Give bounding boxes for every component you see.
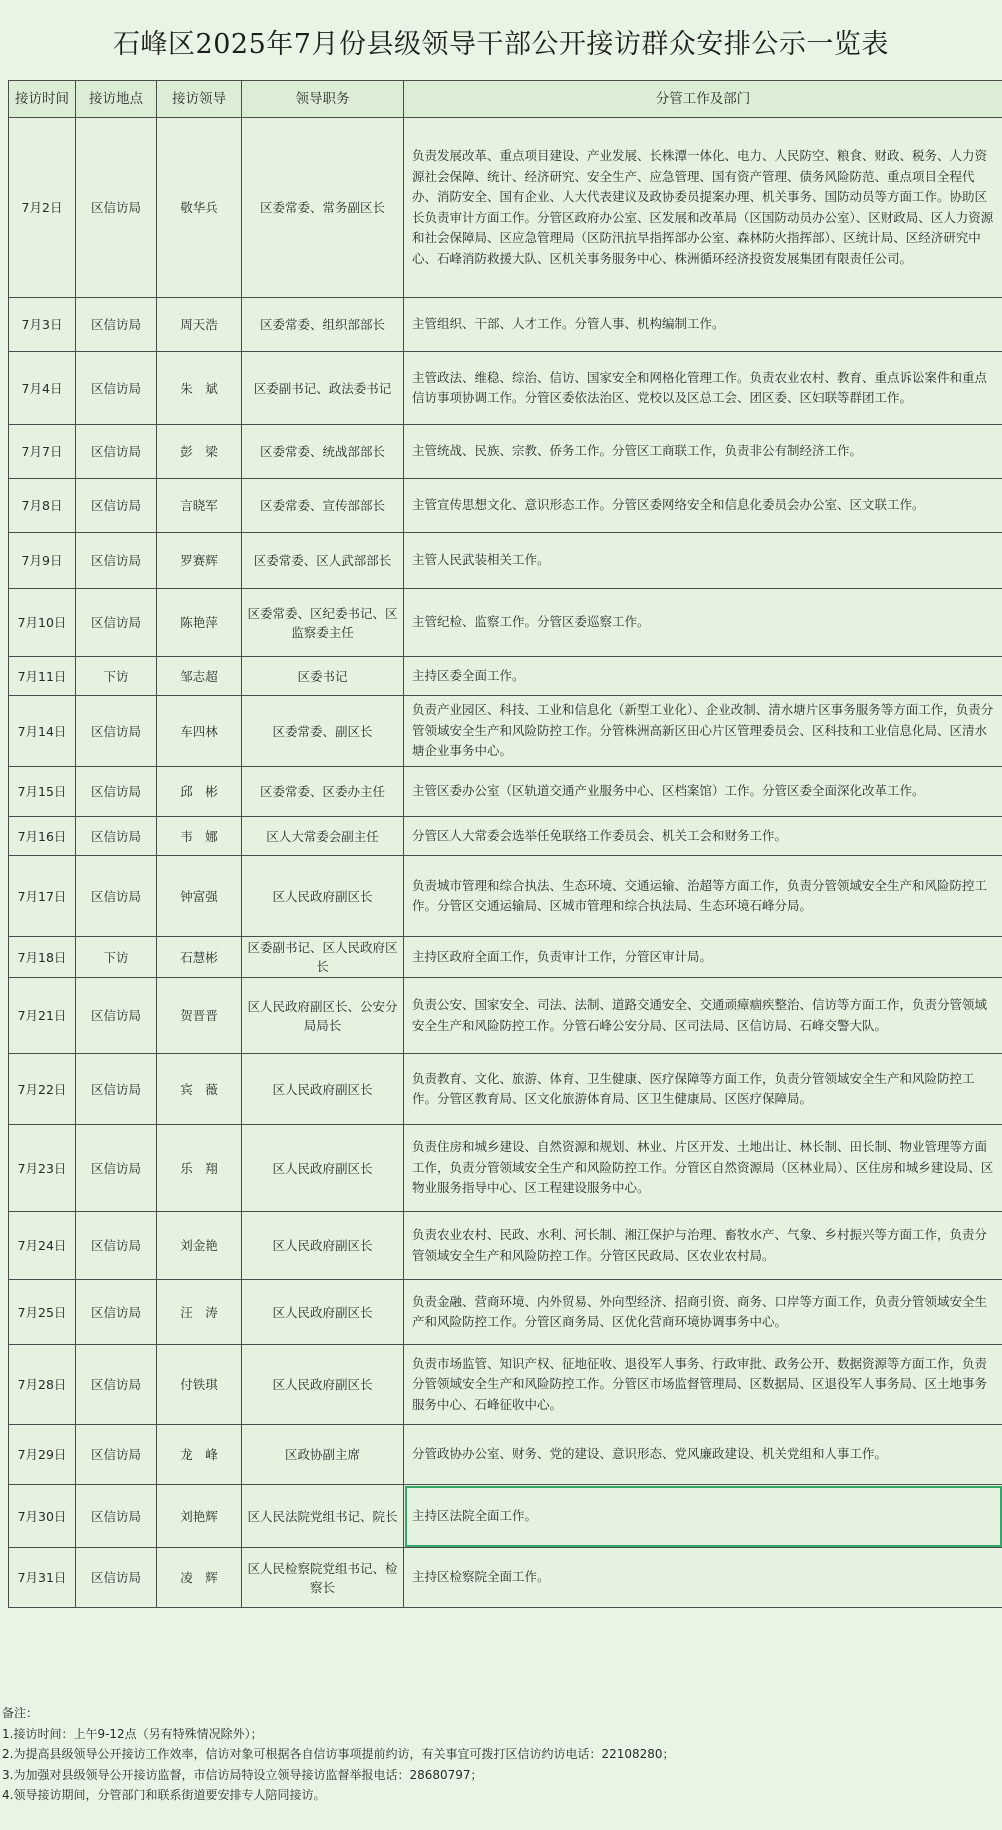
- cell-post: 区委常委、统战部部长: [242, 425, 404, 479]
- cell-date: 7月2日: [9, 118, 76, 298]
- cell-leader: 罗赛辉: [157, 533, 242, 589]
- cell-place: 区信访局: [76, 589, 157, 657]
- cell-leader: 车四林: [157, 696, 242, 767]
- note-item: 3.为加强对县级领导公开接访监督，市信访局特设立领导接访监督举报电话：28680797；: [2, 1767, 483, 1782]
- note-item: 1.接访时间：上午9-12点（另有特殊情况除外）；: [2, 1726, 263, 1741]
- cell-leader: 贺晋晋: [157, 978, 242, 1054]
- cell-date: 7月28日: [9, 1345, 76, 1425]
- cell-date: 7月22日: [9, 1054, 76, 1125]
- cell-duty: 主管纪检、监察工作。分管区委巡察工作。: [404, 589, 1002, 657]
- notes-section: [2, 1703, 997, 1806]
- header-place: 接访地点: [76, 81, 157, 118]
- cell-leader: 龙 峰: [157, 1425, 242, 1485]
- cell-post: 区人民法院党组书记、院长: [242, 1485, 404, 1548]
- table-row: [9, 118, 1002, 298]
- cell-place: 区信访局: [76, 1485, 157, 1548]
- cell-date: 7月17日: [9, 856, 76, 937]
- cell-duty: 负责城市管理和综合执法、生态环境、交通运输、治超等方面工作，负责分管领域安全生产和风险防控工作。分管区交通运输局、区城市管理和综合执法局、生态环境石峰分局。: [404, 856, 1002, 937]
- cell-date: 7月29日: [9, 1425, 76, 1485]
- cell-place: 区信访局: [76, 425, 157, 479]
- cell-post: 区人民政府副区长、公安分局局长: [242, 978, 404, 1054]
- cell-leader: 周天浩: [157, 298, 242, 352]
- cell-leader: 邱 彬: [157, 767, 242, 817]
- note-item: 4.领导接访期间，分管部门和联系街道要安排专人陪同接访。: [2, 1788, 326, 1802]
- header-duty: 分管工作及部门: [404, 81, 1002, 118]
- cell-place: 区信访局: [76, 1548, 157, 1608]
- table-row: [9, 937, 1002, 978]
- cell-duty: 主管区委办公室（区轨道交通产业服务中心、区档案馆）工作。分管区委全面深化改革工作。: [404, 767, 1002, 817]
- cell-place: 区信访局: [76, 817, 157, 856]
- cell-leader: 乐 翔: [157, 1125, 242, 1212]
- table-row: [9, 352, 1002, 425]
- table-row: [9, 1054, 1002, 1125]
- cell-place: 区信访局: [76, 767, 157, 817]
- cell-post: 区委常委、区人武部部长: [242, 533, 404, 589]
- cell-duty: 负责教育、文化、旅游、体育、卫生健康、医疗保障等方面工作，负责分管领域安全生产和风险防控工作。分管区教育局、区文化旅游体育局、区卫生健康局、区医疗保障局。: [404, 1054, 1002, 1125]
- cell-duty: 负责市场监管、知识产权、征地征收、退役军人事务、行政审批、政务公开、数据资源等方面工作，负责分管领域安全生产和风险防控工作。分管区市场监督管理局、区数据局、区退役军人事务局、区土地事务服务中心、石峰征收中心。: [404, 1345, 1002, 1425]
- table-row: [9, 589, 1002, 657]
- cell-place: 区信访局: [76, 1212, 157, 1280]
- cell-leader: 石慧彬: [157, 937, 242, 978]
- table-row: [9, 1212, 1002, 1280]
- cell-place: 区信访局: [76, 352, 157, 425]
- table-row: [9, 1548, 1002, 1608]
- cell-duty: 主管宣传思想文化、意识形态工作。分管区委网络安全和信息化委员会办公室、区文联工作。: [404, 479, 1002, 533]
- cell-leader: 汪 涛: [157, 1280, 242, 1345]
- cell-duty: 主持区委全面工作。: [404, 657, 1002, 696]
- cell-date: 7月30日: [9, 1485, 76, 1548]
- cell-post: 区委常委、副区长: [242, 696, 404, 767]
- cell-place: 区信访局: [76, 118, 157, 298]
- header-leader: 接访领导: [157, 81, 242, 118]
- cell-post: 区人民政府副区长: [242, 856, 404, 937]
- cell-duty: 主持区政府全面工作，负责审计工作，分管区审计局。: [404, 937, 1002, 978]
- table-row: [9, 1125, 1002, 1212]
- cell-place: 区信访局: [76, 856, 157, 937]
- cell-date: 7月25日: [9, 1280, 76, 1345]
- cell-date: 7月8日: [9, 479, 76, 533]
- cell-post: 区政协副主席: [242, 1425, 404, 1485]
- cell-place: 区信访局: [76, 479, 157, 533]
- cell-place: 区信访局: [76, 696, 157, 767]
- cell-duty: 主持区法院全面工作。: [404, 1485, 1002, 1548]
- cell-place: 区信访局: [76, 1345, 157, 1425]
- cell-duty: 主管统战、民族、宗教、侨务工作。分管区工商联工作，负责非公有制经济工作。: [404, 425, 1002, 479]
- cell-leader: 彭 梁: [157, 425, 242, 479]
- notes-label: 备注：: [2, 1706, 39, 1720]
- cell-duty: 负责产业园区、科技、工业和信息化（新型工业化）、企业改制、清水塘片区事务服务等方面工作，负责分管领域安全生产和风险防控工作。分管株洲高新区田心片区管理委员会、区科技和工业信息化局、区清水塘企业事务中心。: [404, 696, 1002, 767]
- cell-place: 区信访局: [76, 533, 157, 589]
- cell-post: 区人民政府副区长: [242, 1125, 404, 1212]
- cell-leader: 邹志超: [157, 657, 242, 696]
- table-row: [9, 767, 1002, 817]
- cell-duty: 负责公安、国家安全、司法、法制、道路交通安全、交通顽瘴痼疾整治、信访等方面工作，负责分管领域安全生产和风险防控工作。分管石峰公安分局、区司法局、区信访局、石峰交警大队。: [404, 978, 1002, 1054]
- cell-place: 区信访局: [76, 1054, 157, 1125]
- cell-post: 区人大常委会副主任: [242, 817, 404, 856]
- cell-leader: 朱 斌: [157, 352, 242, 425]
- table-header-row: [9, 81, 1002, 118]
- table-row: [9, 978, 1002, 1054]
- cell-post: 区人民政府副区长: [242, 1280, 404, 1345]
- cell-date: 7月23日: [9, 1125, 76, 1212]
- cell-date: 7月9日: [9, 533, 76, 589]
- cell-date: 7月7日: [9, 425, 76, 479]
- cell-leader: 韦 娜: [157, 817, 242, 856]
- cell-leader: 凌 辉: [157, 1548, 242, 1608]
- cell-place: 区信访局: [76, 298, 157, 352]
- cell-duty: 负责发展改革、重点项目建设、产业发展、长株潭一体化、电力、人民防空、粮食、财政、税务、人力资源社会保障、统计、经济研究、安全生产、应急管理、国有资产管理、债务风险防范、重点项目全程代办、消防安全、国有企业、人大代表建议及政协委员提案办理、机关事务、国防动员等方面工作。协助区长负责审计方面工作。分管区政府办公室、区发展和改革局（区国防动员办公室）、区财政局、区人力资源和社会保障局、区应急管理局（区防汛抗旱指挥部办公室、森林防火指挥部）、区统计局、区经济研究中心、石峰消防救援大队、区机关事务服务中心、株洲循环经济投资发展集团有限责任公司。: [404, 118, 1002, 298]
- cell-leader: 敬华兵: [157, 118, 242, 298]
- cell-duty: 负责住房和城乡建设、自然资源和规划、林业、片区开发、土地出让、林长制、田长制、物业管理等方面工作，负责分管领域安全生产和风险防控工作。分管区自然资源局（区林业局）、区住房和城乡建设局、区物业服务指导中心、区工程建设服务中心。: [404, 1125, 1002, 1212]
- cell-duty: 主管组织、干部、人才工作。分管人事、机构编制工作。: [404, 298, 1002, 352]
- cell-post: 区委常委、组织部部长: [242, 298, 404, 352]
- cell-post: 区委副书记、政法委书记: [242, 352, 404, 425]
- cell-date: 7月15日: [9, 767, 76, 817]
- page-title: 石峰区2025年7月份县级领导干部公开接访群众安排公示一览表: [113, 28, 889, 60]
- cell-place: 区信访局: [76, 978, 157, 1054]
- cell-date: 7月14日: [9, 696, 76, 767]
- cell-post: 区人民政府副区长: [242, 1054, 404, 1125]
- cell-place: 下访: [76, 657, 157, 696]
- cell-post: 区委常委、宣传部部长: [242, 479, 404, 533]
- cell-post: 区人民政府副区长: [242, 1212, 404, 1280]
- table-row: [9, 657, 1002, 696]
- cell-post: 区委常委、区委办主任: [242, 767, 404, 817]
- cell-duty: 主管政法、维稳、综治、信访、国家安全和网格化管理工作。负责农业农村、教育、重点诉讼案件和重点信访事项协调工作。分管区委依法治区、党校以及区总工会、团区委、区妇联等群团工作。: [404, 352, 1002, 425]
- cell-place: 区信访局: [76, 1125, 157, 1212]
- note-item: 2.为提高县级领导公开接访工作效率，信访对象可根据各自信访事项提前约访，有关事宜可拨打区信访约访电话：22108280；: [2, 1747, 675, 1761]
- table-row: [9, 817, 1002, 856]
- cell-leader: 言晓军: [157, 479, 242, 533]
- cell-date: 7月10日: [9, 589, 76, 657]
- cell-post: 区委常委、常务副区长: [242, 118, 404, 298]
- table-row: [9, 479, 1002, 533]
- cell-duty: 分管区人大常委会选举任免联络工作委员会、机关工会和财务工作。: [404, 817, 1002, 856]
- cell-duty: 负责农业农村、民政、水利、河长制、湘江保护与治理、畜牧水产、气象、乡村振兴等方面工作，负责分管领域安全生产和风险防控工作。分管区民政局、区农业农村局。: [404, 1212, 1002, 1280]
- cell-date: 7月4日: [9, 352, 76, 425]
- cell-leader: 刘金艳: [157, 1212, 242, 1280]
- cell-duty: 主持区检察院全面工作。: [404, 1548, 1002, 1608]
- cell-post: 区委副书记、区人民政府区长: [242, 937, 404, 978]
- cell-date: 7月3日: [9, 298, 76, 352]
- cell-date: 7月24日: [9, 1212, 76, 1280]
- table-row: [9, 298, 1002, 352]
- cell-post: 区人民检察院党组书记、检察长: [242, 1548, 404, 1608]
- table-row: [9, 1345, 1002, 1425]
- cell-date: 7月21日: [9, 978, 76, 1054]
- cell-leader: 刘艳辉: [157, 1485, 242, 1548]
- cell-post: 区人民政府副区长: [242, 1345, 404, 1425]
- cell-leader: 钟富强: [157, 856, 242, 937]
- cell-duty: 负责金融、营商环境、内外贸易、外向型经济、招商引资、商务、口岸等方面工作，负责分管领域安全生产和风险防控工作。分管区商务局、区优化营商环境协调事务中心。: [404, 1280, 1002, 1345]
- cell-duty: 主管人民武装相关工作。: [404, 533, 1002, 589]
- cell-post: 区委书记: [242, 657, 404, 696]
- header-date: 接访时间: [9, 81, 76, 118]
- cell-date: 7月11日: [9, 657, 76, 696]
- table-row: [9, 1425, 1002, 1485]
- cell-date: 7月18日: [9, 937, 76, 978]
- cell-date: 7月16日: [9, 817, 76, 856]
- cell-duty: 分管政协办公室、财务、党的建设、意识形态、党风廉政建设、机关党组和人事工作。: [404, 1425, 1002, 1485]
- cell-date: 7月31日: [9, 1548, 76, 1608]
- header-post: 领导职务: [242, 81, 404, 118]
- cell-place: 区信访局: [76, 1425, 157, 1485]
- cell-leader: 宾 薇: [157, 1054, 242, 1125]
- table-row: [9, 425, 1002, 479]
- cell-leader: 付铁琪: [157, 1345, 242, 1425]
- table-row: [9, 856, 1002, 937]
- cell-place: 下访: [76, 937, 157, 978]
- table-row: [9, 1280, 1002, 1345]
- cell-leader: 陈艳萍: [157, 589, 242, 657]
- schedule-table: [8, 80, 1002, 1608]
- cell-post: 区委常委、区纪委书记、区监察委主任: [242, 589, 404, 657]
- table-row: [9, 696, 1002, 767]
- table-row: [9, 1485, 1002, 1548]
- table-row: [9, 533, 1002, 589]
- cell-place: 区信访局: [76, 1280, 157, 1345]
